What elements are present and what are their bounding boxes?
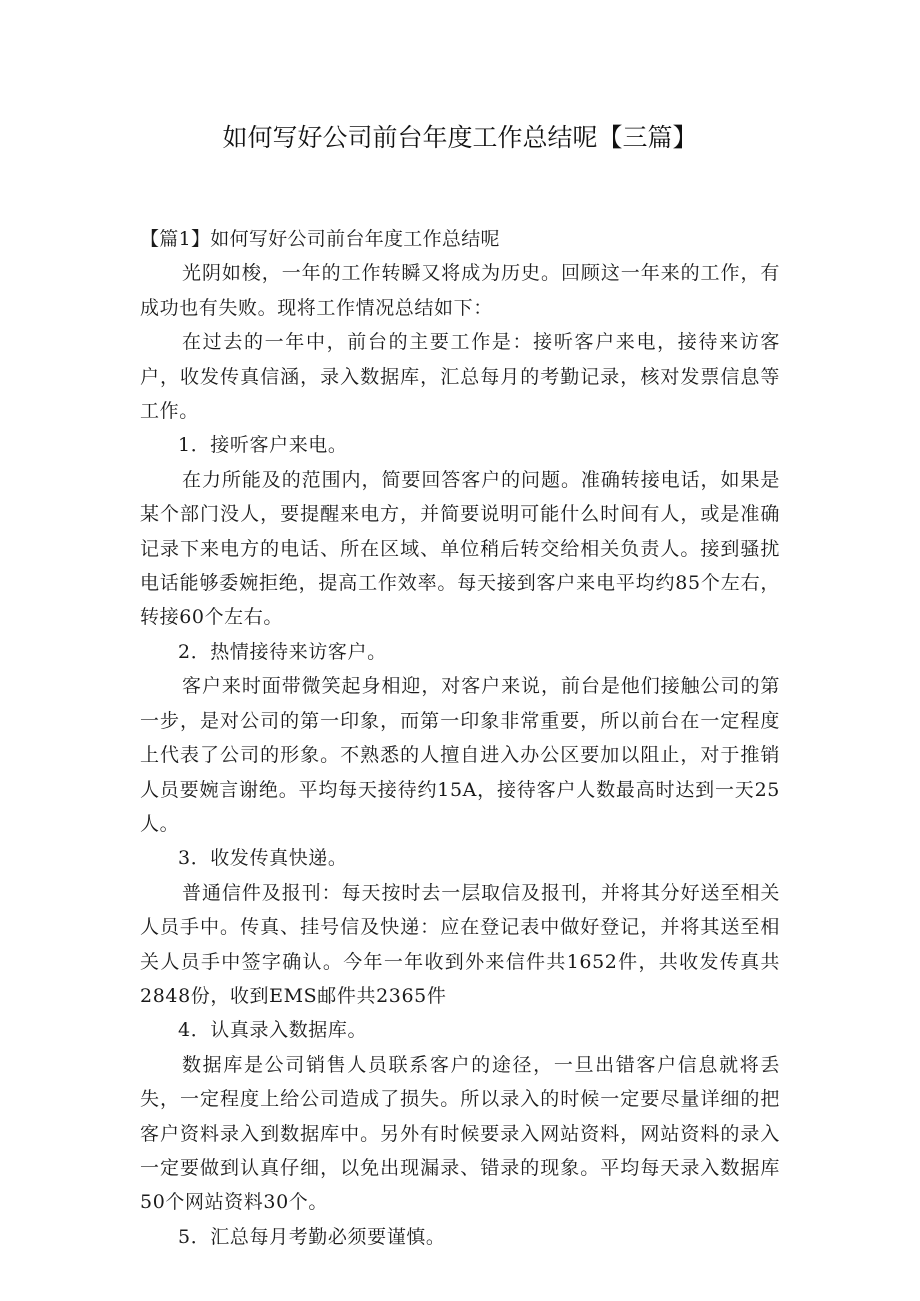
list-heading-4: 4．认真录入数据库。 — [178, 1019, 368, 1042]
paragraph-visitors: 客户来时面带微笑起身相迎，对客户来说，前台是他们接触公司的第一步，是对公司的第一印象，而第一印象非常重要，所以前台在一定程度上代表了公司的形象。不熟悉的人擅自进入办公区要加以阻止，对于推销人员要婉言谢绝。平均每天接待约15A，接待客户人数最高时达到一天25人。 — [140, 675, 780, 835]
document-body — [140, 222, 780, 1254]
list-heading-2: 2．热情接待来访客户。 — [178, 640, 387, 663]
list-heading-5: 5．汇总每月考勤必须要谨慎。 — [178, 1225, 446, 1248]
document-title: 如何写好公司前台年度工作总结呢【三篇】 — [222, 123, 698, 152]
paragraph-database: 数据库是公司销售人员联系客户的途径，一旦出错客户信息就将丢失，一定程度上给公司造成了损失。所以录入的时候一定要尽量详细的把客户资料录入到数据库中。另外有时候要录入网站资料，网站资料的录入一定要做到认真仔细，以免出现漏录、错录的现象。平均每天录入数据库50个网站资料30个。 — [140, 1053, 780, 1214]
list-heading-1: 1．接听客户来电。 — [178, 434, 348, 457]
paragraph-phone-calls: 在力所能及的范围内，简要回答客户的问题。准确转接电话，如果是某个部门没人，要提醒来电方，并简要说明可能什么时间有人，或是准确记录下来电方的电话、所在区域、单位稍后转交给相关负责人。接到骚扰电话能够委婉拒绝，提高工作效率。每天接到客户来电平均约85个左右，转接60个左右。 — [140, 468, 780, 629]
list-heading-3: 3．收发传真快递。 — [178, 847, 348, 870]
paragraph-main-duties: 在过去的一年中，前台的主要工作是：接听客户来电，接待来访客户，收发传真信涵，录入数据库，汇总每月的考勤记录，核对发票信息等工作。 — [140, 331, 780, 423]
paragraph-mail-fax: 普通信件及报刊：每天按时去一层取信及报刊，并将其分好送至相关人员手中。传真、挂号信及快递：应在登记表中做好登记，并将其送至相关人员手中签字确认。今年一年收到外来信件共1652件，共收发传真共2848份，收到EMS邮件共2365件 — [140, 881, 780, 1007]
paragraph-intro: 光阴如梭，一年的工作转瞬又将成为历史。回顾这一年来的工作，有成功也有失败。现将工作情况总结如下： — [140, 262, 780, 319]
section-heading: 【篇1】如何写好公司前台年度工作总结呢 — [140, 228, 500, 250]
